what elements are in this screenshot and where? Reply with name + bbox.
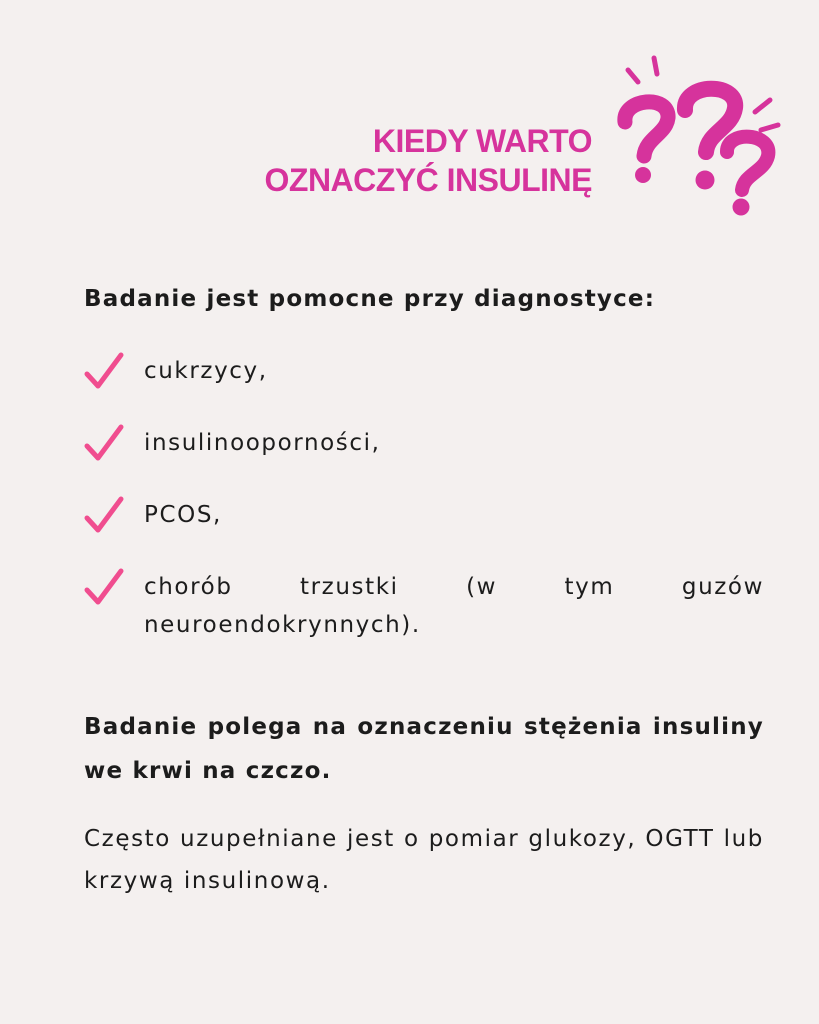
list-item-text: cukrzycy, <box>144 358 268 384</box>
description-text: Często uzupełniane jest o pomiar glukozy, OGTT lub krzywą insulinową. <box>84 826 764 894</box>
description-bold: Badanie polega na oznaczeniu stężenia insuliny we krwi na czczo. <box>84 714 764 784</box>
title-line-2: OZNACZYĆ INSULINĘ <box>264 162 592 198</box>
checkmark-icon <box>84 424 124 464</box>
checkmark-icon <box>84 568 124 608</box>
checkmark-icon <box>84 496 124 536</box>
question-marks-icon <box>608 52 788 217</box>
checkmark-icon <box>84 352 124 392</box>
list-item-text: PCOS, <box>144 502 222 528</box>
list-item-text: insulinooporności, <box>144 430 381 456</box>
title-line-1: KIEDY WARTO <box>372 123 592 159</box>
intro-heading: Badanie jest pomocne przy diagnostyce: <box>84 286 656 312</box>
page-title <box>265 122 593 200</box>
list-item-text: chorób trzustki (w tym guzów neuroendokrynnych). <box>144 574 764 638</box>
